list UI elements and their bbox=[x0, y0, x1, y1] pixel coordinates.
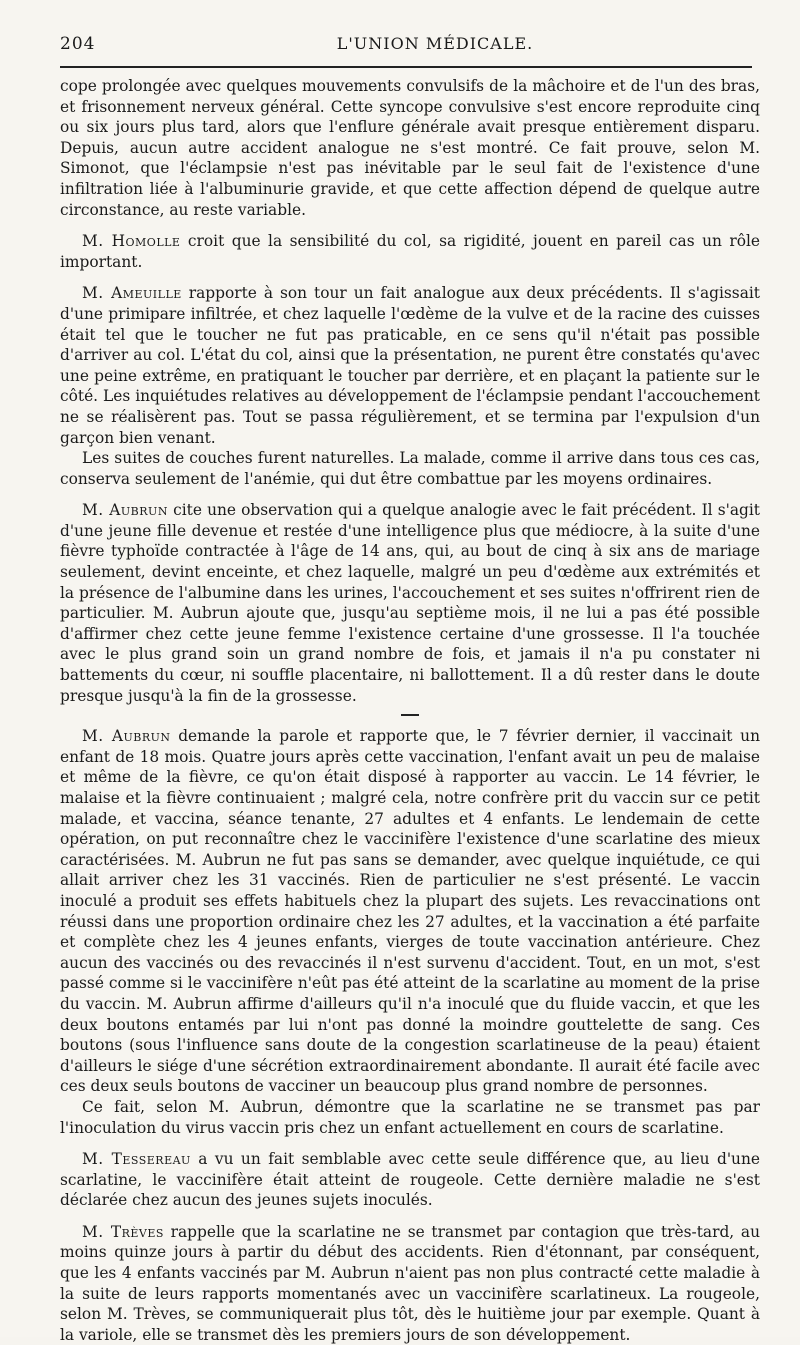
speaker-name: M. Aubrun bbox=[82, 501, 168, 520]
running-head: L'UNION MÉDICALE. bbox=[336, 34, 534, 53]
speaker-name: M. Trèves bbox=[82, 1222, 164, 1241]
paragraph: M. Homolle croit que la sensibilité du col, sa rigidité, jouent en pareil cas un rôle important. bbox=[60, 232, 760, 271]
header-rule bbox=[60, 66, 752, 68]
paragraph: M. Aubrun demande la parole et rapporte que, le 7 février dernier, il vaccinait un enfant de 18 mois. Quatre jours après cette vaccination, l'enfant avait un peu de malaise et même de la fièvre, ce qu'on était disposé à rapporter au vaccin. Le 14 février, le malaise et la fièvre continuaient ; malgré cela, notre confrère prit du vaccin sur ce petit malade, et vaccina, séance tenante, 27 adultes et 4 enfants. Le lendemain de cette opération, on put reconnaître chez le vaccinifère l'existence d'une scarlatine des mieux caractérisées. M. Aubrun ne fut pas sans se demander, avec quelque inquiétude, ce qui allait arriver chez les 31 vaccinés. Rien de particulier ne s'est présenté. Le vaccin inoculé a produit ses effets habituels chez la plupart des sujets. Les revaccinations ont réussi dans une proportion ordinaire chez les 27 adultes, et la vaccination a été parfaite et complète chez les 4 jeunes enfants, vierges de toute vaccination antérieure. Chez aucun des vaccinés ou des revaccinés il n'est survenu d'accident. Tout, en un mot, s'est passé comme si le vaccinifère n'eût pas été atteint de la scarlatine au moment de la prise du vaccin. M. Aubrun affirme d'ailleurs qu'il n'a inoculé que du fluide vaccin, et que les deux boutons entamés par lui n'ont pas donné la moindre gouttelette de sang. Ces boutons (sous l'influence sans doute de la congestion scarlatineuse de la peau) étaient d'ailleurs le siége d'une sécrétion extraordinairement abondante. Il aurait été facile avec ces deux seuls boutons de vacciner un beaucoup plus grand nombre de personnes. bbox=[60, 727, 760, 1096]
speaker-name: M. Tessereau bbox=[82, 1150, 191, 1169]
paragraph: Les suites de couches furent naturelles. La malade, comme il arrive dans tous ces cas, conserva seulement de l'anémie, qui dut être combattue par les moyens ordinaires. bbox=[60, 449, 760, 488]
paragraph: M. Aubrun cite une observation qui a quelque analogie avec le fait précédent. Il s'agit d'une jeune fille devenue et restée d'une intelligence plus que médiocre, à la suite d'une fièvre typhoïde contractée à l'âge de 14 ans, qui, au bout de cinq à six ans de mariage seulement, devint enceinte, et chez laquelle, malgré un peu d'œdème aux extrémités et la présence de l'albumine dans les urines, l'accouchement et ses suites n'offrirent rien de particulier. M. Aubrun ajoute que, jusqu'au septième mois, il ne lui a pas été possible d'affirmer chez cette jeune femme l'existence certaine d'une grossesse. Il l'a touchée avec le plus grand soin un grand nombre de fois, et jamais il n'a pu constater ni battements du cœur, ni souffle placentaire, ni ballottement. Il a dû rester dans le doute presque jusqu'à la fin de la grossesse. bbox=[60, 501, 760, 705]
speaker-name: M. Ameuille bbox=[82, 284, 182, 303]
paragraph: M. Tessereau a vu un fait semblable avec cette seule différence que, au lieu d'une scarlatine, le vaccinifère était atteint de rougeole. Cette dernière maladie ne s'est déclarée chez aucun des jeunes sujets inoculés. bbox=[60, 1150, 760, 1210]
paragraph: M. Trèves rappelle que la scarlatine ne se transmet par contagion que très-tard, au moins quinze jours à partir du début des accidents. Rien d'étonnant, par conséquent, que les 4 enfants vaccinés par M. Aubrun n'aient pas non plus contracté cette maladie à la suite de leurs rapports momentanés avec un vaccinifère scarlatineux. La rougeole, selon M. Trèves, se communiquerait plus tôt, dès le huitième jour par exemple. Quant à la variole, elle se transmet dès les premiers jours de son développement. bbox=[60, 1222, 760, 1344]
article-body bbox=[60, 76, 760, 1345]
paragraph: cope prolongée avec quelques mouvements convulsifs de la mâchoire et de l'un des bras, et frisonnement nerveux général. Cette syncope convulsive s'est encore reproduite cinq ou six jours plus tard, alors que l'enflure générale avait presque entièrement disparu. Depuis, aucun autre accident analogue ne s'est montré. Ce fait prouve, selon M. Simonot, que l'éclampsie n'est pas inévitable par le seul fait de l'existence d'une infiltration liée à l'albuminurie gravide, et que cette affection dépend de quelque autre circonstance, au reste variable. bbox=[60, 77, 760, 219]
page-header bbox=[60, 34, 750, 58]
page-number: 204 bbox=[60, 34, 96, 54]
paragraph: M. Ameuille rapporte à son tour un fait analogue aux deux précédents. Il s'agissait d'une primipare infiltrée, et chez laquelle l'œdème de la vulve et de la racine des cuisses était tel que le toucher ne fut pas praticable, en ce sens qu'il n'était pas possible d'arriver au col. L'état du col, ainsi que la présentation, ne purent être constatés qu'avec une peine extrême, en pratiquant le toucher par derrière, et en plaçant la patiente sur le côté. Les inquiétudes relatives au développement de l'éclampsie pendant l'accouchement ne se réalisèrent pas. Tout se passa régulièrement, et se termina par l'expulsion d'un garçon bien venant. bbox=[60, 284, 760, 447]
section-divider bbox=[401, 714, 419, 716]
paragraph: Ce fait, selon M. Aubrun, démontre que la scarlatine ne se transmet pas par l'inoculation du virus vaccin pris chez un enfant actuellement en cours de scarlatine. bbox=[60, 1097, 760, 1137]
speaker-name: M. Aubrun bbox=[82, 727, 171, 746]
speaker-name: M. Homolle bbox=[82, 232, 181, 251]
